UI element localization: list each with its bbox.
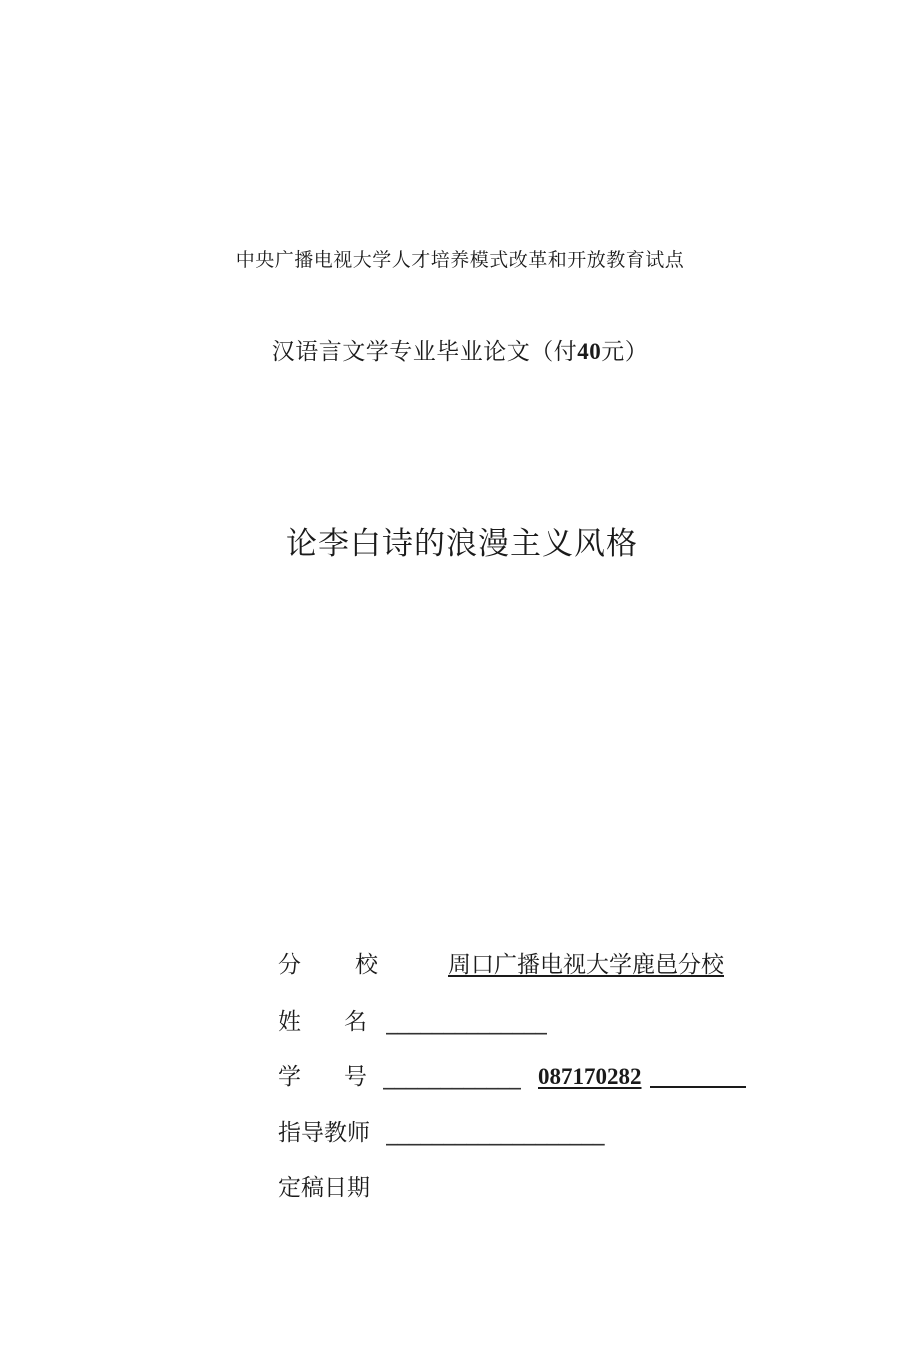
date-label: 定稿日期 <box>278 1175 370 1201</box>
advisor-blank-line: ___________________ <box>386 1120 605 1146</box>
student-id-blank-line: ____________ <box>383 1064 521 1090</box>
advisor-row <box>278 1116 638 1150</box>
date-row <box>278 1171 478 1205</box>
student-id-value: 087170282 <box>538 1064 642 1089</box>
advisor-label: 指导教师 <box>278 1120 370 1146</box>
program-prefix: 汉语言文学专业毕业论文（付 <box>271 339 578 365</box>
name-label-char-1: 姓 <box>278 1009 301 1035</box>
branch-label-char-1: 分 <box>278 952 301 978</box>
name-label-char-2: 名 <box>344 1009 367 1035</box>
thesis-title: 论李白诗的浪漫主义风格 <box>286 526 638 562</box>
program-amount: 40 <box>577 339 602 364</box>
student-id-label-char-2: 号 <box>344 1064 367 1090</box>
student-id-trailing-rule <box>650 1086 746 1088</box>
name-row <box>278 1005 578 1039</box>
student-id-label-char-1: 学 <box>278 1064 301 1090</box>
branch-row <box>278 948 758 982</box>
institution-line: 中央广播电视大学人才培养模式改革和开放教育试点 <box>235 249 685 271</box>
student-id-row <box>278 1060 758 1094</box>
branch-label-char-2: 校 <box>355 952 378 978</box>
branch-value: 周口广播电视大学鹿邑分校 <box>448 952 724 978</box>
program-line <box>0 333 920 366</box>
program-suffix: 元） <box>601 339 649 365</box>
name-blank-line: ______________ <box>386 1009 547 1035</box>
